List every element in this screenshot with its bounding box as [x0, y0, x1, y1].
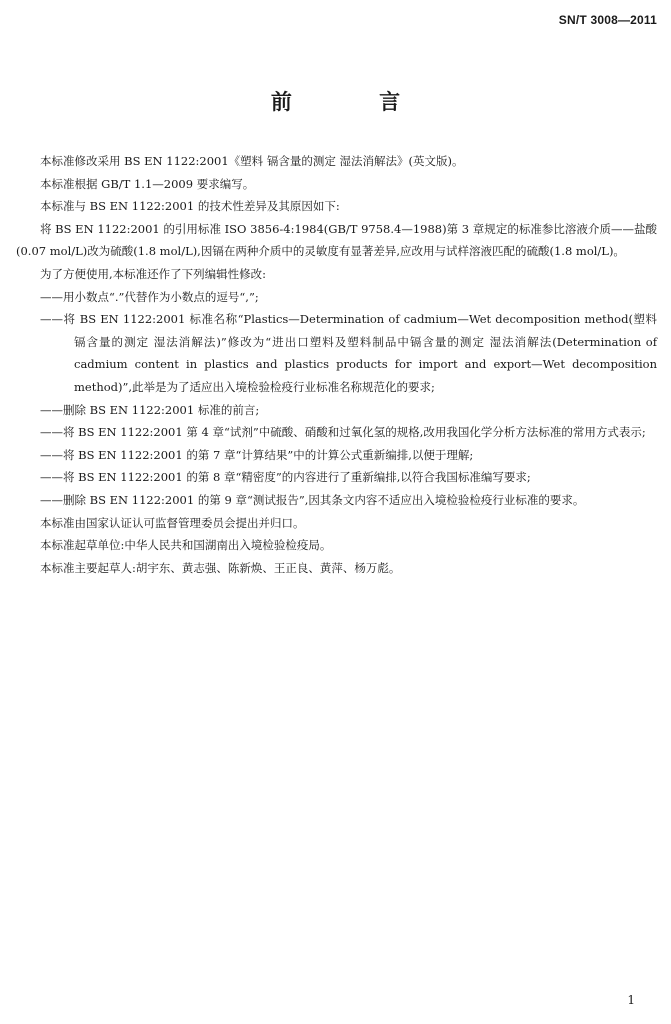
- paragraph-differences-intro: 本标准与 BS EN 1122:2001 的技术性差异及其原因如下:: [40, 199, 340, 214]
- page-number: 1: [627, 993, 635, 1007]
- edit-item: ——删除 BS EN 1122:2001 的第 9 章“测试报告”,因其条文内容不适应出入境检验检疫行业标准的要求。: [40, 492, 585, 507]
- paragraph-technical-difference: 将 BS EN 1122:2001 的引用标准 ISO 3856-4:1984(GB/T 9758.4—1988)第 3 章规定的标准参比溶液介质——盐酸(0.07 mol/L)改为硫酸(1.8 mol/L),因镉在两种介质中的灵敏度有显著差异,应改用与试样溶液匹配的硫酸(1.8 mol/L)。: [16, 221, 657, 259]
- edit-item: ——将 BS EN 1122:2001 的第 7 章“计算结果”中的计算公式重新编排,以便于理解;: [40, 447, 474, 462]
- edit-item: ——删除 BS EN 1122:2001 标准的前言;: [40, 402, 260, 417]
- paragraph-drafting-rules: 本标准根据 GB/T 1.1—2009 要求编写。: [40, 176, 255, 191]
- standard-code: SN/T 3008—2011: [558, 13, 657, 27]
- edit-item: ——将 BS EN 1122:2001 标准名称“Plastics—Determination of cadmium—Wet decomposition method(塑料 镉含量的测定 湿法消解法)”修改为“进出口塑料及塑料制品中镉含量的测定 湿法消解法(Determination of cadmium content in plastics and plastics products for import and export—Wet decomposition method)”,此举是为了适应出入境检验检疫行业标准名称规范化的要求;: [40, 312, 657, 394]
- edit-item: ——用小数点“.”代替作为小数点的逗号“,”;: [40, 289, 259, 304]
- page-title: 前 言: [270, 89, 441, 114]
- paragraph-proposer: 本标准由国家认证认可监督管理委员会提出并归口。: [40, 515, 305, 530]
- paragraph-drafters: 本标准主要起草人:胡宇东、黄志强、陈新焕、王正良、黄萍、杨万彪。: [40, 560, 401, 575]
- paragraph-edits-intro: 为了方便使用,本标准还作了下列编辑性修改:: [40, 266, 267, 281]
- paragraph-drafting-unit: 本标准起草单位:中华人民共和国湖南出入境检验检疫局。: [40, 538, 332, 553]
- edit-item: ——将 BS EN 1122:2001 的第 8 章“精密度”的内容进行了重新编排,以符合我国标准编写要求;: [40, 470, 531, 485]
- edit-item: ——将 BS EN 1122:2001 第 4 章“试剂”中硫酸、硝酸和过氧化氢的规格,改用我国化学分析方法标准的常用方式表示;: [40, 425, 646, 440]
- paragraph-adoption: 本标准修改采用 BS EN 1122:2001《塑料 镉含量的测定 湿法消解法》(英文版)。: [40, 154, 464, 168]
- foreword-body: [16, 150, 657, 579]
